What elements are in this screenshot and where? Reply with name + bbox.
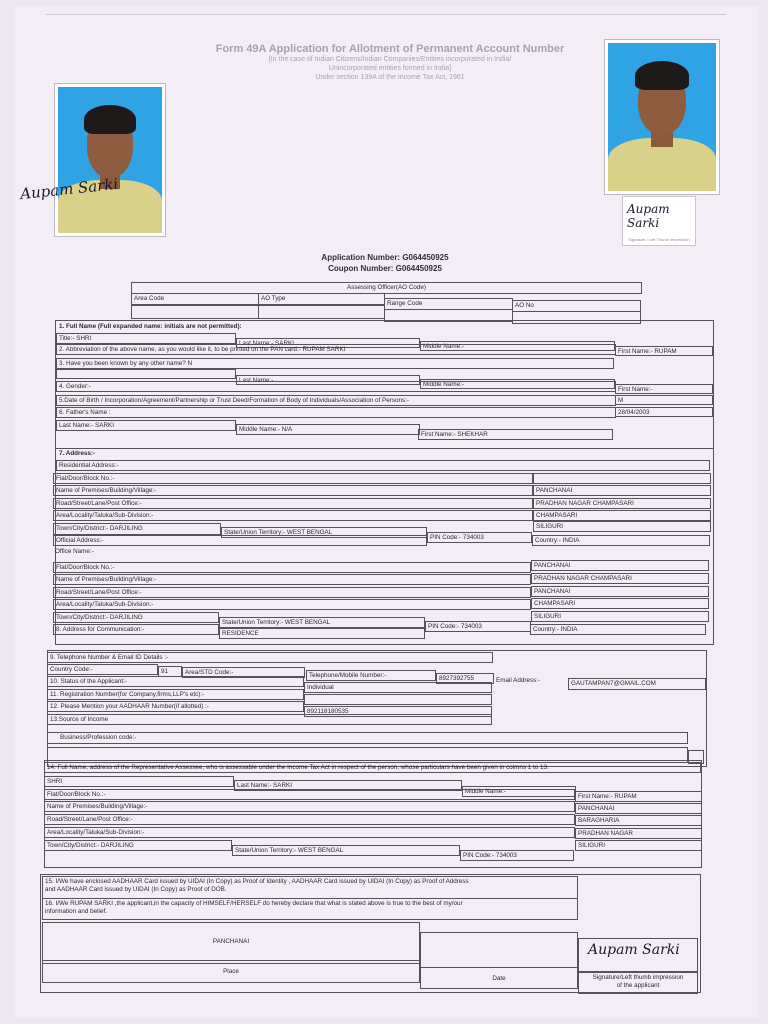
res-country: Country:- INDIA xyxy=(532,535,710,546)
dob-field: 5.Date of Birth / Incorporation/Agreement/Partnership or Trust Deed/Formation of Body of Individuals/Association of Persons:- xyxy=(56,395,616,406)
res-pin: PIN Code:- 734003 xyxy=(427,532,532,543)
res-premises: Name of Premises/Building/Village:- xyxy=(53,485,533,496)
ao-title: Assessing Officer(AO Code) xyxy=(131,282,642,294)
declaration-line-2: information and belief. xyxy=(45,908,107,915)
res-town-value: SILIGURI xyxy=(533,521,711,532)
off-premises: Name of Premises/Building/Village:- xyxy=(53,574,531,585)
rep-road: Road/Street/Lane/Post Office:- xyxy=(44,814,575,825)
proof-line-2: and AADHAAR Card issued by UIDAI (In Copy) as Proof of DOB. xyxy=(45,886,227,893)
father-last-name: Last Name:- SARKI xyxy=(56,420,236,431)
rep-premises-value: PANCHANAI xyxy=(575,803,702,814)
right-signature-box xyxy=(622,196,696,246)
other-first-name: First Name:- xyxy=(615,384,713,394)
signature-caption: Signature / Left Thumb Impression xyxy=(628,237,690,242)
rep-area-value: PRADHAN NAGAR xyxy=(575,828,702,839)
date-label: Date xyxy=(420,967,578,989)
status-value: Individual xyxy=(304,682,492,693)
res-flat: Flat/Door/Block No.:- xyxy=(53,473,533,484)
middle-name-field: Middle Name:- xyxy=(420,341,615,351)
gender-field: 4. Gender:- xyxy=(56,381,616,392)
representative-heading: 14. Full Name, address of the Representative Assessee, who is assessable under the Income Tax Act in respect of the person, whose particulars have been given in colmns 1 to 13. xyxy=(44,762,701,773)
top-rule xyxy=(46,14,726,15)
last-name-field: Last Name:- SARKI xyxy=(236,338,420,348)
ao-no: AO No xyxy=(512,300,641,312)
official-address-label: Official Address:- xyxy=(53,535,427,546)
first-name-field: First Name:- RUPAM xyxy=(615,346,713,356)
ao-range-code: Range Code xyxy=(384,298,513,310)
source-of-income: 13.Source of Income xyxy=(47,714,492,725)
off-road: Road/Street/Lane/Post Office:- xyxy=(53,587,531,598)
rep-town-value: SILIGURI xyxy=(575,840,702,851)
form-title: Form 49A Application for Allotment of Permanent Account Number xyxy=(215,43,565,55)
res-flat-value xyxy=(533,473,711,484)
other-last-name: Last Name:- xyxy=(236,375,420,385)
rep-area: Area/Locality/Taluka/Sub-Division:- xyxy=(44,827,575,838)
communication-address: 8. Address for Communication:- xyxy=(53,624,219,635)
other-middle-name: Middle Name:- xyxy=(420,379,615,389)
email-label: Email Address:- xyxy=(496,677,541,684)
rep-middle-name: Middle Name:- xyxy=(462,786,576,797)
date-value-box xyxy=(420,932,578,968)
off-area: Area/Locality/Taluka/Sub-Division:- xyxy=(53,599,531,610)
res-area-value: CHAMPASARI xyxy=(533,510,711,521)
other-name-field: 3. Have you been known by any other name? N xyxy=(56,358,614,369)
ao-type: AO Type xyxy=(258,293,385,305)
place-value-box: PANCHANAI xyxy=(42,922,420,964)
father-middle-name: Middle Name:- N/A xyxy=(236,424,420,435)
full-name-heading: 1. Full Name (Full expanded name: initials are not permitted): xyxy=(59,323,242,330)
res-state: State/Union Territory:- WEST BENGAL xyxy=(221,527,427,538)
rep-first-name: First Name:- RUPAM xyxy=(575,791,702,802)
rep-premises: Name of Premises/Building/Village:- xyxy=(44,801,575,812)
residential-address-label: Residential Address:- xyxy=(56,460,710,471)
phone-label: Telephone/Mobile Number:- xyxy=(306,670,436,681)
place-label: Place xyxy=(42,960,420,983)
off-town: Town/City/District:- DARJILING xyxy=(53,612,219,623)
off-road-value: PANCHANAI xyxy=(531,586,709,597)
office-name-label: Office Name:- xyxy=(55,548,94,555)
signature-label-line-1: Signature/Left thumb impression xyxy=(592,974,684,981)
ao-area-code: Area Code xyxy=(131,293,259,305)
phone-value: 8927392755 xyxy=(436,673,494,684)
status-label: 10. Status of the Applicant:- xyxy=(47,676,304,687)
res-town: Town/City/District:- DARJILING xyxy=(53,523,221,535)
registration-label: 11. Registration Number(for Company,firms,LLP's etc):- xyxy=(47,689,304,700)
signature-label-line-2: of the applicant xyxy=(616,982,660,989)
proof-line-1: 15. I/We have enclosed AADHAAR Card issued by UIDAI (In Copy) as Proof of Identity , AADHAAR Card issued by UIDAI (In Copy) as Proof of Address xyxy=(45,878,469,885)
off-town-value: SILIGURI xyxy=(531,611,709,622)
res-road: Road/Street/Lane/Post Office:- xyxy=(53,498,533,509)
ao-area-code-value xyxy=(131,305,259,319)
signature-label xyxy=(578,972,698,994)
off-pin: PIN Code:- 734003 xyxy=(425,621,531,632)
res-area: Area/Locality/Taluka/Sub-Division:- xyxy=(53,510,533,521)
country-code-value: 91 xyxy=(158,666,182,677)
declaration-line-1: 16. I/We RUPAM SARKI ,the applicant,in the capacity of HIMSELF/HERSELF do hereby declare that what is stated above is true to the best of my/our xyxy=(45,900,463,907)
aadhaar-label: 12. Please Mention your AADHAAR Number(if allotted) :- xyxy=(47,701,304,712)
rep-flat: Flat/Door/Block No.:- xyxy=(44,789,575,800)
left-applicant-photo xyxy=(54,83,166,237)
proof-declaration xyxy=(42,876,578,899)
dob-value: 28/04/2003 xyxy=(615,407,713,417)
form-subtitle-1: [In the case of Indian Citizens/Indian Companies/Entities incorporated in India/ xyxy=(268,56,512,63)
std-code: Area/STD Code:- xyxy=(182,667,305,678)
business-code: Business/Profession code:- xyxy=(47,732,688,744)
res-road-value: PRADHAN NAGAR CHAMPASARI xyxy=(533,498,711,509)
title-field: Title:- SHRI xyxy=(56,333,236,344)
email-value: GAUTAMPAN7@GMAIL.COM xyxy=(568,678,706,690)
rep-pin: PIN Code:- 734003 xyxy=(460,850,574,861)
ao-type-value xyxy=(258,305,385,319)
registration-value xyxy=(304,694,492,705)
applicant-signature: Aupam Sarki xyxy=(588,942,680,958)
other-name-blank xyxy=(56,369,236,379)
rep-state: State/Union Territory:- WEST BENGAL xyxy=(232,845,460,856)
right-photo-signature: Aupam Sarki xyxy=(627,202,670,230)
form-subtitle-3: Under section 139A of the Income Tax Act, 1961 xyxy=(315,74,465,81)
off-flat: Flat/Door/Block No.:- xyxy=(53,562,531,573)
coupon-number: Coupon Number: G064450925 xyxy=(328,264,442,273)
form-subtitle-2: Unincorporated entities formed in India] xyxy=(328,65,452,72)
off-state: State/Union Territory:- WEST BENGAL xyxy=(219,617,425,628)
off-area-value: CHAMPASARI xyxy=(531,598,709,609)
address-heading: 7. Address:- xyxy=(59,450,96,457)
abbreviation-field: 2. Abbreviation of the above name, as you would like it, to be printed on the PAN card:- RUPAM SARKI xyxy=(56,344,616,355)
country-code: Country Code:- xyxy=(47,664,158,675)
contact-heading: 9. Telephone Number & Email ID Details :- xyxy=(47,652,493,663)
father-first-name: First Name:- SHEKHAR xyxy=(418,429,613,440)
rep-title: SHRI xyxy=(44,776,234,787)
father-name-heading: 6. Father's Name : xyxy=(56,407,616,418)
application-numbers xyxy=(300,252,470,274)
off-premises-value: PRADHAN NAGAR CHAMPASARI xyxy=(531,573,709,584)
form-header xyxy=(170,43,610,82)
left-photo-signature: Aupam Sarki xyxy=(19,174,119,204)
off-country: Country:- INDIA xyxy=(530,624,706,635)
rep-road-value: BARAGHARIA xyxy=(575,815,702,826)
communication-address-value: RESIDENCE xyxy=(219,628,425,639)
res-premises-value: PANCHANAI xyxy=(533,485,711,496)
rep-last-name: Last Name:- SARKI xyxy=(234,780,462,791)
rep-town: Town/City/District:- DARJILING xyxy=(44,840,232,851)
application-number: Application Number: G064450925 xyxy=(321,253,449,262)
declaration-text xyxy=(42,898,578,920)
gender-value: M xyxy=(615,395,713,405)
aadhaar-value: 892118180535 xyxy=(304,706,492,717)
off-flat-value: PANCHANAI xyxy=(531,560,709,571)
right-applicant-photo xyxy=(604,39,720,195)
